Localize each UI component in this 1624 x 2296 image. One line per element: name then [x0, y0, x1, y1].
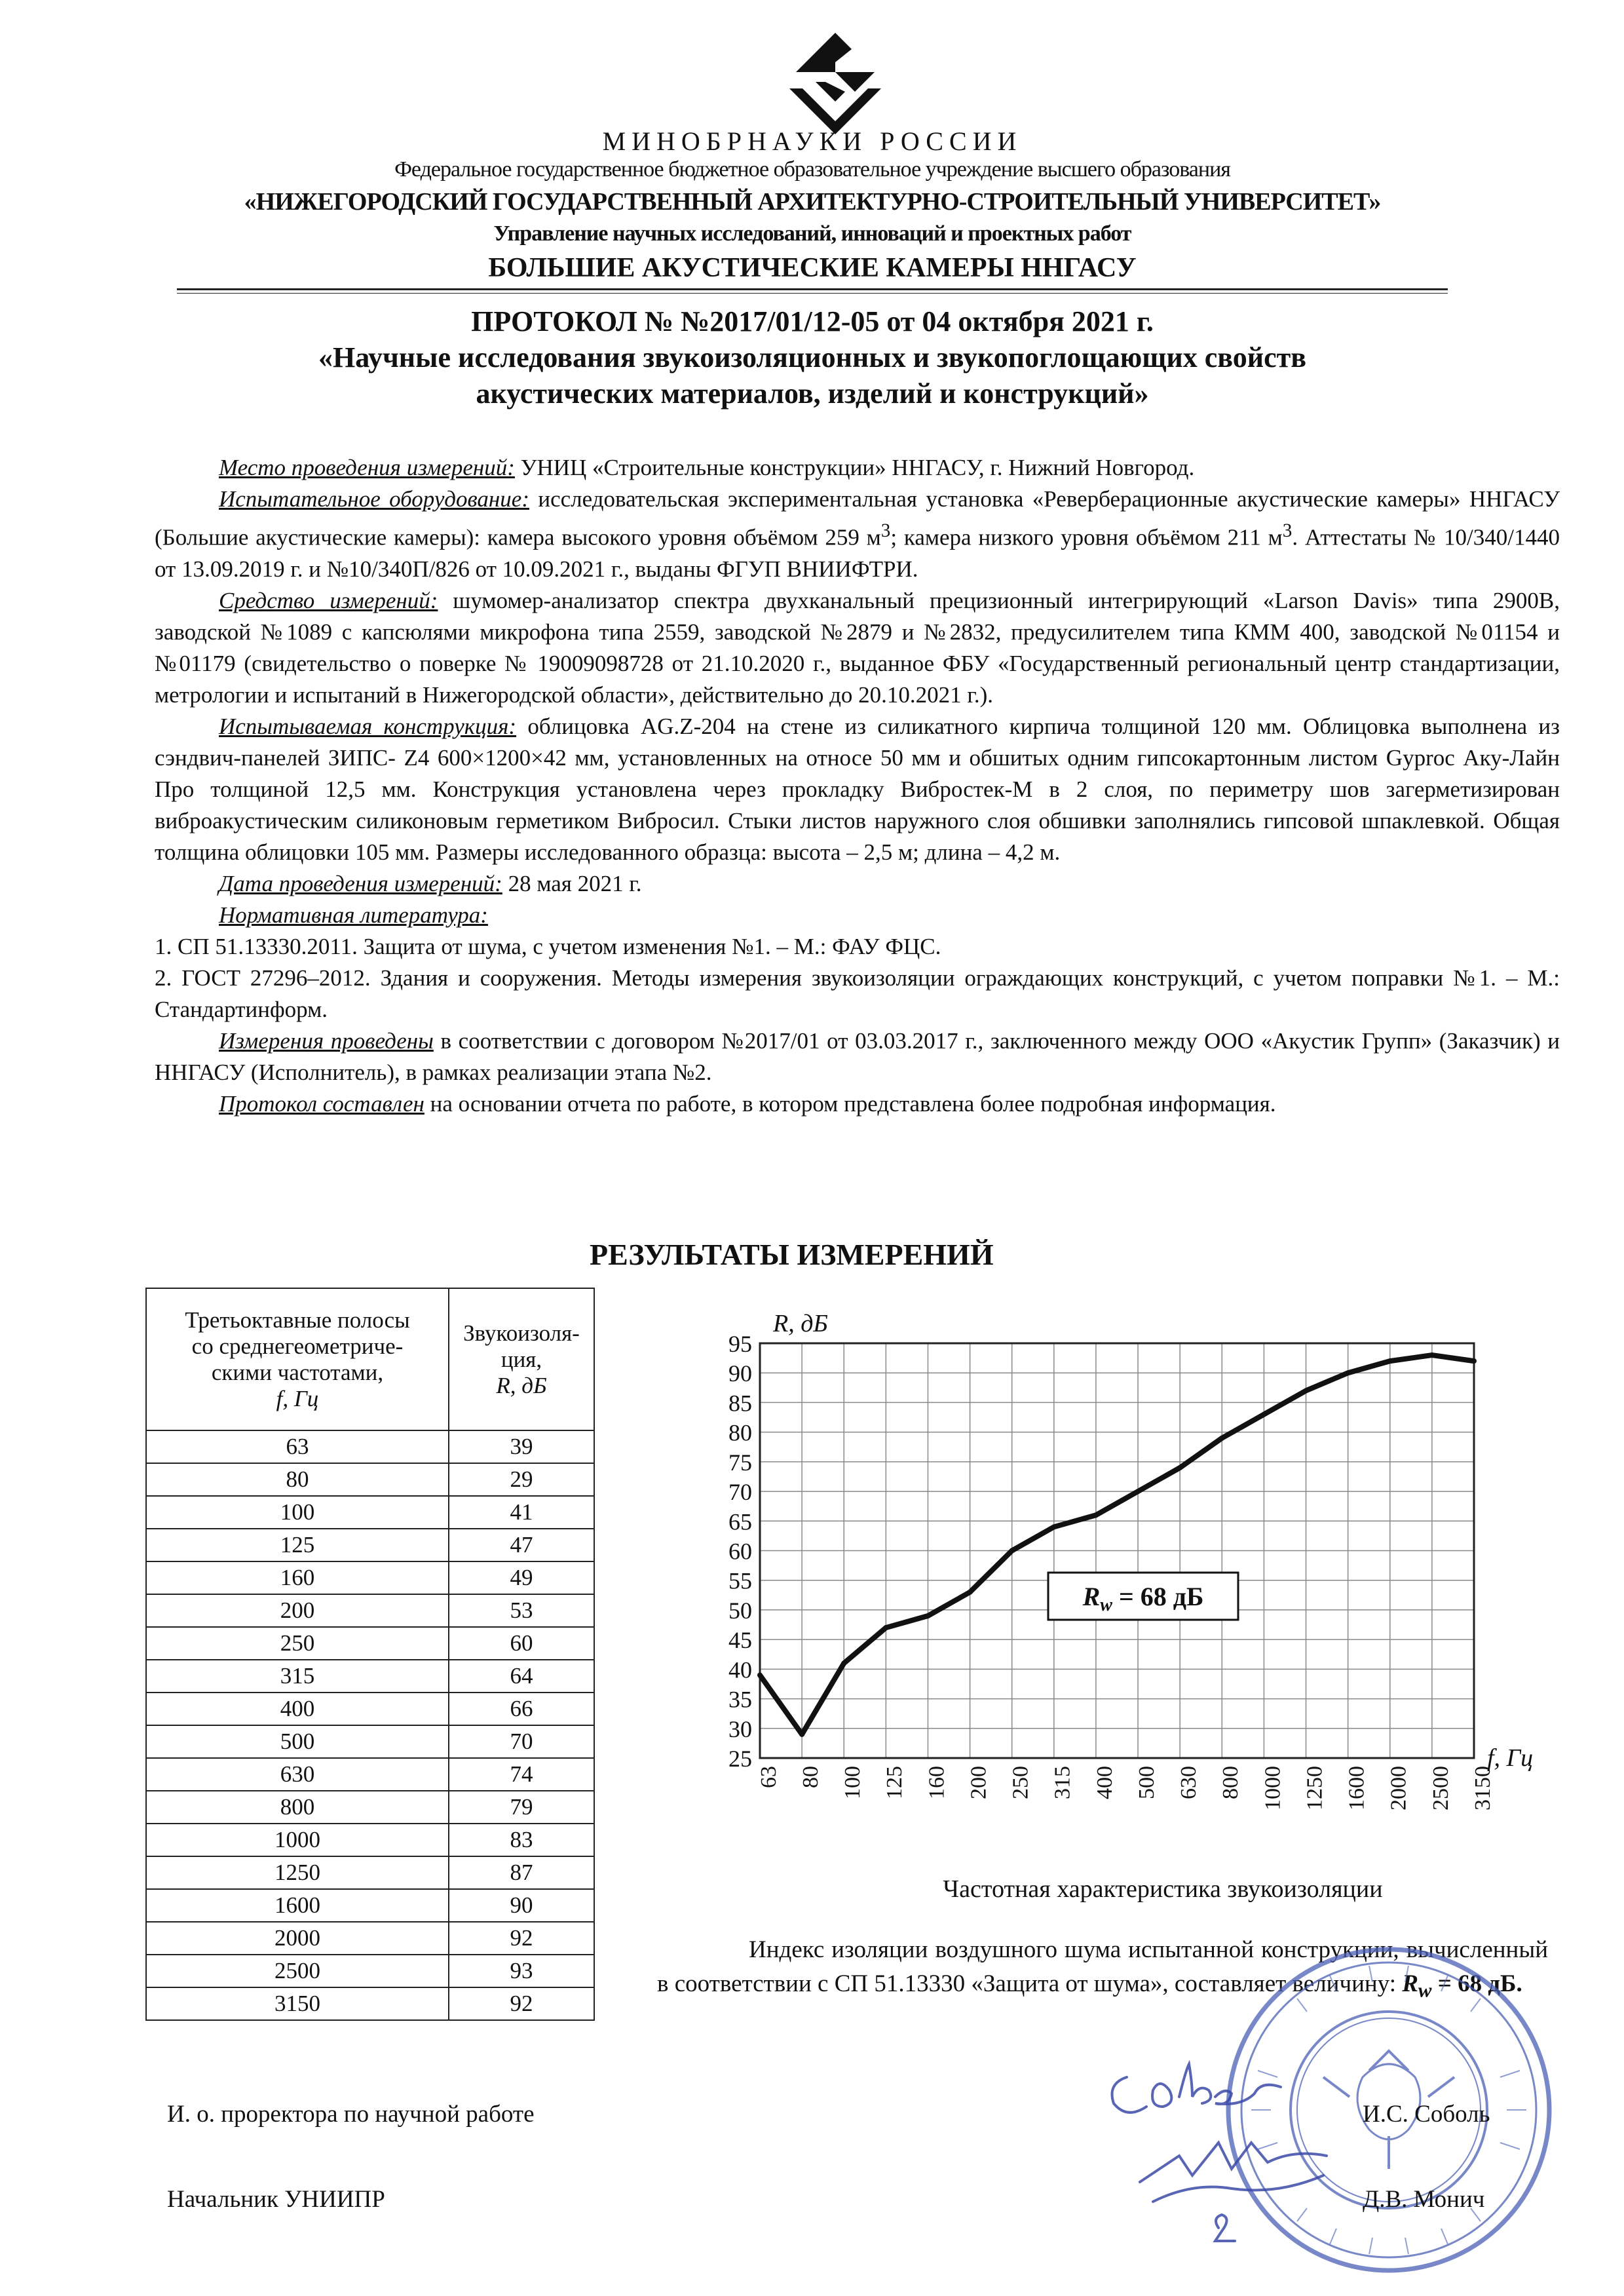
header-divider-thin	[177, 293, 1448, 294]
header-text: скими частотами,	[211, 1359, 384, 1385]
table-row	[146, 1824, 594, 1856]
insulation-cell: 49	[449, 1561, 594, 1594]
frequency-response-chart	[681, 1297, 1585, 1913]
frequency-cell: 315	[146, 1660, 449, 1693]
data-point	[1261, 1412, 1266, 1417]
norm-item-2: 2. ГОСТ 27296–2012. Здания и сооружения. Методы измерения звукоизоляции ограждающих конструкций, с учетом поправки №1. – М.: Стандартинформ.	[155, 965, 1560, 1022]
data-point	[925, 1613, 930, 1618]
data-point	[799, 1732, 804, 1737]
insulation-column-header	[449, 1288, 594, 1430]
data-point	[1429, 1352, 1435, 1358]
table-row	[146, 1693, 594, 1725]
protocol-title: ПРОТОКОЛ № №2017/01/12-05 от 04 октября 2021 г.	[471, 305, 1154, 337]
x-tick-label: 100	[840, 1766, 865, 1799]
frequency-cell: 3150	[146, 1987, 449, 2020]
y-tick-label: 85	[728, 1390, 752, 1417]
y-tick-label: 80	[728, 1419, 752, 1446]
y-tick-label: 35	[728, 1686, 752, 1713]
protocol-subtitle-line1: «Научные исследования звукоизоляционных и звукопоглощающих свойств	[318, 341, 1307, 373]
insulation-cell: 87	[449, 1856, 594, 1889]
federal-institution-line: Федеральное государственное бюджетное образовательное учреждение высшего образования	[394, 157, 1230, 182]
y-tick-label: 30	[728, 1715, 752, 1742]
x-axis-label: f, Гц	[1487, 1744, 1534, 1772]
insulation-cell: 83	[449, 1824, 594, 1856]
insulation-cell: 66	[449, 1693, 594, 1725]
x-tick-label: 200	[966, 1766, 991, 1799]
data-point	[1388, 1358, 1393, 1364]
x-tick-label: 800	[1218, 1766, 1243, 1799]
measured-text: в соответствии с договором №2017/01 от 03.03.2017 г., заключенного между ООО «Акустик Групп» (Заказчик) и ННГАСУ (Исполнитель), в рамках реализации этапа №2.	[155, 1027, 1560, 1085]
y-tick-label: 60	[728, 1538, 752, 1565]
frequency-cell: 250	[146, 1627, 449, 1660]
equipment-text-c: . Аттестаты № 10/340/1440 от 13.09.2019 г. и №10/340П/826 от 10.09.2021 г., выданы ФГУП ВНИИФТРИ.	[155, 524, 1560, 582]
data-point	[1093, 1512, 1099, 1518]
table-row	[146, 1791, 594, 1824]
results-table-body	[146, 1430, 594, 2020]
protocol-body	[155, 452, 1560, 1120]
protocol-subtitle-line2: акустических материалов, изделий и конструкций»	[476, 377, 1149, 410]
table-row	[146, 1922, 594, 1955]
insulation-cell: 92	[449, 1922, 594, 1955]
index-value-subscript: w	[1418, 1979, 1432, 2002]
insulation-cell: 74	[449, 1758, 594, 1791]
table-row	[146, 1987, 594, 2020]
table-row	[146, 1627, 594, 1660]
y-tick-label: 95	[728, 1331, 752, 1357]
construction-label: Испытываемая конструкция:	[219, 713, 517, 739]
y-tick-label: 50	[728, 1597, 752, 1624]
frequency-cell: 2500	[146, 1955, 449, 1987]
header-divider	[177, 288, 1448, 290]
insulation-cell: 47	[449, 1529, 594, 1561]
table-row	[146, 1889, 594, 1922]
x-tick-label: 2000	[1386, 1766, 1411, 1810]
tool-paragraph	[155, 585, 1560, 711]
table-row	[146, 1725, 594, 1758]
series-line	[760, 1355, 1474, 1734]
data-point	[1010, 1548, 1015, 1554]
measured-label: Измерения проведены	[219, 1027, 434, 1054]
signatory-name-2: Д.В. Монич	[1363, 2186, 1485, 2213]
x-tick-label: 630	[1177, 1766, 1201, 1799]
handwritten-signatures	[1101, 2051, 1376, 2248]
header-text: f, Гц	[276, 1385, 319, 1411]
cubic-superscript: 3	[880, 520, 891, 541]
header-text: Третьоктавные полосы	[185, 1307, 410, 1333]
insulation-cell: 79	[449, 1791, 594, 1824]
university-name: «НИЖЕГОРОДСКИЙ ГОСУДАРСТВЕННЫЙ АРХИТЕКТУРНО-СТРОИТЕЛЬНЫЙ УНИВЕРСИТЕТ»	[244, 188, 1381, 216]
frequency-cell: 1000	[146, 1824, 449, 1856]
tool-text: шумомер-анализатор спектра двухканальный прецизионный интегрирующий «Larson Davis» типа 2900B, заводской №1089 с капсюлями микрофона типа 2559, заводской №2879 и №2832, предусилителем типа КММ 400, заводской №01154 и №01179 (свидетельство о поверке № 19009098728 от 21.10.2020 г., выданное ФБУ «Государственный региональный центр стандартизации, метрологии и испытаний в Нижегородской области», действительно до 20.10.2021 г.).	[155, 587, 1560, 708]
x-tick-label: 400	[1092, 1766, 1117, 1799]
table-row	[146, 1463, 594, 1496]
equipment-label: Испытательное оборудование:	[219, 486, 529, 512]
index-value: = 68 дБ.	[1431, 1970, 1522, 1997]
norm-heading	[155, 900, 1560, 931]
frequency-column-header	[146, 1288, 449, 1430]
table-row	[146, 1496, 594, 1529]
x-tick-label: 250	[1008, 1766, 1033, 1799]
construction-text: облицовка AG.Z-204 на стене из силикатного кирпича толщиной 120 мм. Облицовка выполнена из сэндвич-панелей ЗИПС- Z4 600×1200×42 мм, установленных на относе 50 мм и обшитых одним гипсокартонным листом Gyproc Аку-Лайн Про толщиной 12,5 мм. Конструкция установлена через прокладку Вибростек-М в 2 слоя, по периметру шов загерметизирован виброакустическим силиконовым герметиком Вибросил. Стыки листов наружного слоя обшивки заполнялись гипсовой шпаклевкой. Общая толщина облицовки 105 мм. Размеры исследованного образца: высота – 2,5 м; длина – 4,2 м.	[155, 713, 1560, 865]
date-label: Дата проведения измерений:	[219, 870, 502, 896]
data-point	[841, 1660, 846, 1666]
data-point	[883, 1625, 888, 1630]
y-tick-label: 90	[728, 1360, 752, 1387]
signatory-name-1: И.С. Соболь	[1363, 2101, 1490, 2128]
x-tick-label: 3150	[1470, 1766, 1495, 1810]
header-text: R, дБ	[496, 1372, 547, 1398]
date-text: 28 мая 2021 г.	[502, 870, 642, 896]
index-text: Индекс изоляции воздушного шума испытанной конструкции, вычисленный в соответствии с СП 51.13330 «Защита от шума», составляет величину:	[657, 1936, 1548, 1997]
header-text: со среднегеометриче-	[191, 1333, 404, 1359]
table-header-row	[146, 1288, 594, 1430]
header-text: ция,	[500, 1346, 542, 1372]
header-text: Звукоизоля-	[463, 1320, 580, 1346]
frequency-cell: 2000	[146, 1922, 449, 1955]
frequency-cell: 800	[146, 1791, 449, 1824]
data-point	[1177, 1465, 1182, 1470]
data-point	[1219, 1436, 1224, 1441]
y-tick-label: 75	[728, 1449, 752, 1476]
results-table	[145, 1288, 595, 2021]
equipment-text-a: исследовательская экспериментальная установка «Реверберационные акустические камеры» ННГАСУ (Большие акустические камеры): камера высокого уровня объёмом 259 м	[155, 486, 1560, 550]
place-label: Место проведения измерений:	[219, 455, 515, 480]
y-tick-label: 70	[728, 1479, 752, 1506]
x-tick-label: 500	[1134, 1766, 1159, 1799]
ministry-name: МИНОБРНАУКИ РОССИИ	[602, 126, 1023, 156]
insulation-cell: 93	[449, 1955, 594, 1987]
insulation-cell: 41	[449, 1496, 594, 1529]
frequency-cell: 200	[146, 1594, 449, 1627]
construction-paragraph	[155, 711, 1560, 868]
annotation-label: $R_w = 68$ дБ	[1082, 1582, 1204, 1615]
department-name: Управление научных исследований, инноваций и проектных работ	[493, 221, 1131, 246]
table-row	[146, 1594, 594, 1627]
frequency-cell: 63	[146, 1430, 449, 1463]
data-point	[757, 1672, 763, 1677]
table-row	[146, 1660, 594, 1693]
place-text: УНИЦ «Строительные конструкции» ННГАСУ, г. Нижний Новгород.	[514, 455, 1195, 480]
frequency-cell: 80	[146, 1463, 449, 1496]
insulation-cell: 53	[449, 1594, 594, 1627]
table-row	[146, 1430, 594, 1463]
cubic-superscript: 3	[1282, 520, 1293, 541]
data-point	[1304, 1388, 1309, 1393]
y-tick-label: 45	[728, 1627, 752, 1654]
frequency-cell: 500	[146, 1725, 449, 1758]
chambers-name: БОЛЬШИЕ АКУСТИЧЕСКИЕ КАМЕРЫ ННГАСУ	[488, 253, 1137, 283]
table-row	[146, 1758, 594, 1791]
data-point	[1471, 1358, 1477, 1364]
data-point	[968, 1590, 973, 1595]
y-axis-label: R, дБ	[773, 1310, 828, 1337]
norm-label: Нормативная литература:	[219, 902, 488, 928]
place-paragraph	[155, 452, 1560, 484]
measured-paragraph	[155, 1025, 1560, 1088]
data-point	[1346, 1370, 1351, 1375]
insulation-cell: 60	[449, 1627, 594, 1660]
equipment-paragraph	[155, 484, 1560, 585]
table-row	[146, 1856, 594, 1889]
table-row	[146, 1955, 594, 1987]
x-tick-label: 1000	[1260, 1766, 1285, 1810]
x-tick-label: 1250	[1302, 1766, 1327, 1810]
x-tick-label: 80	[799, 1766, 823, 1788]
insulation-cell: 64	[449, 1660, 594, 1693]
norm-item-1: 1. СП 51.13330.2011. Защита от шума, с учетом изменения №1. – М.: ФАУ ФЦС.	[155, 933, 941, 959]
equipment-text-b: ; камера низкого уровня объёмом 211 м	[890, 524, 1283, 550]
data-point	[1051, 1524, 1057, 1529]
y-tick-label: 65	[728, 1508, 752, 1535]
chart-title: Частотная характеристика звукоизоляции	[943, 1875, 1383, 1903]
data-point	[1135, 1489, 1141, 1494]
insulation-cell: 70	[449, 1725, 594, 1758]
x-tick-label: 160	[924, 1766, 949, 1799]
signatory-title-2: Начальник УНИИПР	[167, 2186, 385, 2213]
x-tick-label: 63	[756, 1766, 781, 1788]
signatory-title-1: И. о. проректора по научной работе	[167, 2101, 535, 2128]
frequency-cell: 100	[146, 1496, 449, 1529]
compiled-label: Протокол составлен	[219, 1090, 425, 1117]
results-title: РЕЗУЛЬТАТЫ ИЗМЕРЕНИЙ	[590, 1238, 994, 1271]
compiled-paragraph	[155, 1088, 1560, 1120]
date-paragraph	[155, 868, 1560, 900]
table-row	[146, 1529, 594, 1561]
x-tick-label: 2500	[1428, 1766, 1453, 1810]
tool-label: Средство измерений:	[219, 587, 438, 613]
x-tick-label: 125	[882, 1766, 907, 1799]
frequency-cell: 125	[146, 1529, 449, 1561]
insulation-cell: 29	[449, 1463, 594, 1496]
insulation-cell: 39	[449, 1430, 594, 1463]
frequency-cell: 1250	[146, 1856, 449, 1889]
x-tick-label: 1600	[1344, 1766, 1369, 1810]
x-tick-label: 315	[1050, 1766, 1075, 1799]
frequency-cell: 1600	[146, 1889, 449, 1922]
y-tick-label: 55	[728, 1567, 752, 1594]
compiled-text: на основании отчета по работе, в котором представлена более подробная информация.	[424, 1090, 1276, 1117]
table-row	[146, 1561, 594, 1594]
frequency-cell: 160	[146, 1561, 449, 1594]
insulation-cell: 90	[449, 1889, 594, 1922]
y-tick-label: 25	[728, 1746, 752, 1772]
frequency-cell: 630	[146, 1758, 449, 1791]
insulation-cell: 92	[449, 1987, 594, 2020]
index-value-symbol: R	[1402, 1970, 1418, 1997]
frequency-cell: 400	[146, 1693, 449, 1725]
y-tick-label: 40	[728, 1656, 752, 1683]
